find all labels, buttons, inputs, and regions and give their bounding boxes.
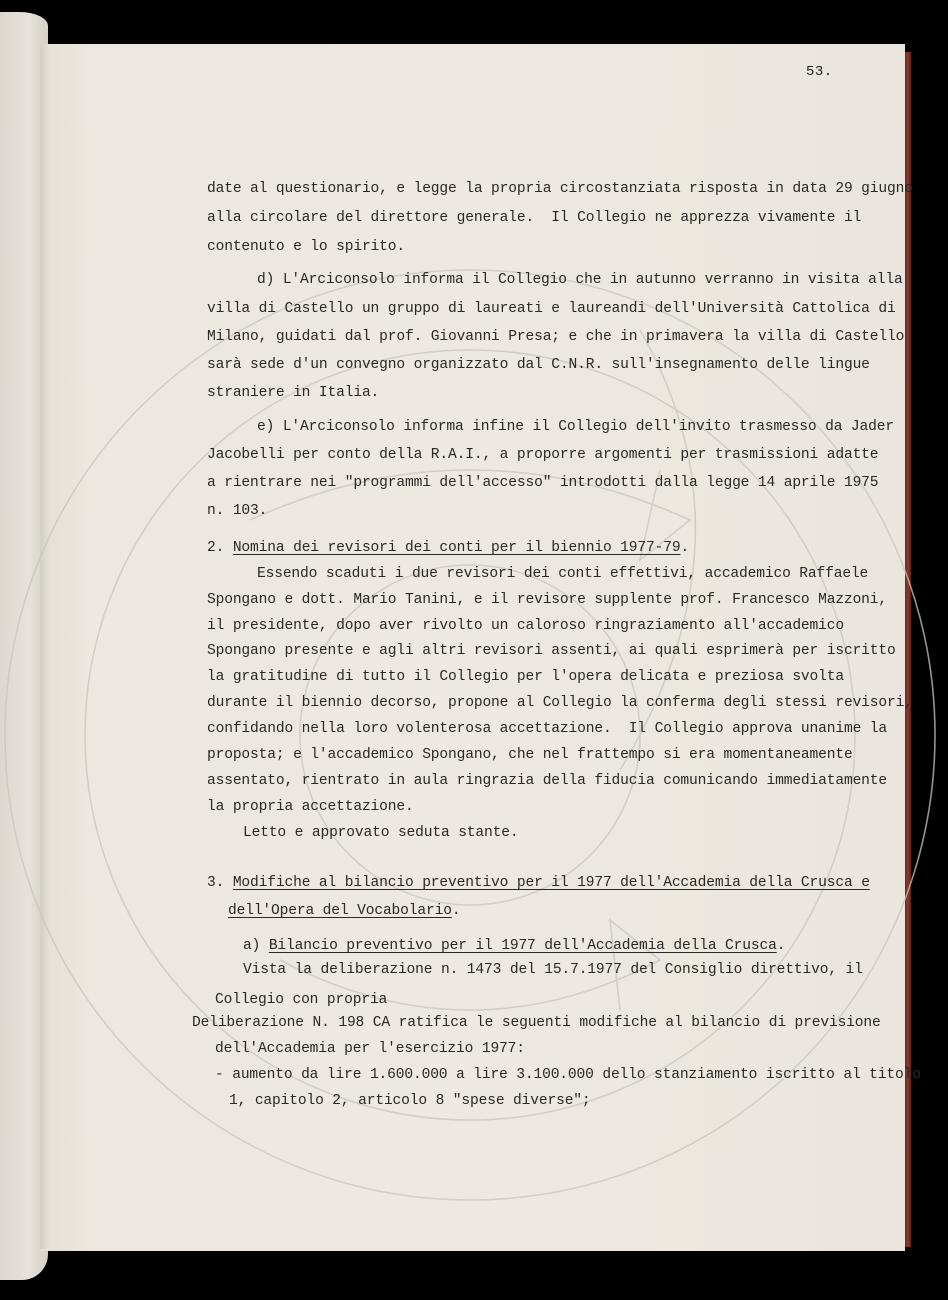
text-line: la propria accettazione.	[207, 799, 414, 815]
text-line: contenuto e lo spirito.	[207, 239, 405, 255]
text-line: n. 103.	[207, 503, 268, 519]
section-heading-3: 3. Modifiche al bilancio preventivo per il 1977 dell'Accademia della Crusca e	[207, 875, 870, 891]
text-line: Deliberazione N. 198 CA ratifica le seguenti modifiche al bilancio di previsione	[192, 1015, 881, 1031]
text-line: dell'Accademia per l'esercizio 1977:	[215, 1041, 525, 1057]
text-line: - aumento da lire 1.600.000 a lire 3.100.000 dello stanziamento iscritto al titolo	[215, 1067, 921, 1083]
text-line: Spongano e dott. Mario Tanini, e il revisore supplente prof. Francesco Mazzoni,	[207, 592, 888, 608]
text-line: durante il biennio decorso, propone al Collegio la conferma degli stessi revisori,	[207, 695, 913, 711]
text-line: Letto e approvato seduta stante.	[243, 825, 519, 841]
text-line: il presidente, dopo aver rivolto un caloroso ringraziamento all'accademico	[207, 618, 844, 634]
underlined-heading: Modifiche al bilancio preventivo per il 1977 dell'Accademia della Crusca e	[232, 875, 870, 891]
subsection-heading-a: a) Bilancio preventivo per il 1977 dell'Accademia della Crusca.	[243, 938, 786, 954]
text-line: date al questionario, e legge la propria circostanziata risposta in data 29 giugno	[207, 181, 913, 197]
text-line: la gratitudine di tutto il Collegio per l'opera delicata e preziosa svolta	[207, 669, 844, 685]
text-line: Spongano presente e agli altri revisori assenti, ai quali esprimerà per iscritto	[207, 643, 896, 659]
text-line: sarà sede d'un convegno organizzato dal C.N.R. sull'insegnamento delle lingue	[207, 357, 870, 373]
text-line: confidando nella loro volenterosa accettazione. Il Collegio approva unanime la	[207, 721, 888, 737]
gutter-shadow	[40, 44, 50, 1249]
text-line: villa di Castello un gruppo di laureati e laureandi dell'Università Cattolica di	[207, 301, 896, 317]
text-line: Essendo scaduti i due revisori dei conti effettivi, accademico Raffaele	[257, 566, 869, 582]
text-line: Collegio con propria	[215, 992, 388, 1008]
text-line: Milano, guidati dal prof. Giovanni Presa; e che in primavera la villa di Castello	[207, 329, 905, 345]
text-line: alla circolare del direttore generale. Il Collegio ne apprezza vivamente il	[207, 210, 862, 226]
text-line: Vista la deliberazione n. 1473 del 15.7.1977 del Consiglio direttivo, il	[243, 962, 863, 978]
section-heading-2: 2. Nomina dei revisori dei conti per il biennio 1977-79.	[207, 540, 690, 556]
underlined-heading: Nomina dei revisori dei conti per il biennio 1977-79	[232, 540, 681, 556]
text-line: Jacobelli per conto della R.A.I., a proporre argomenti per trasmissioni adatte	[207, 447, 879, 463]
underlined-heading: Bilancio preventivo per il 1977 dell'Accademia della Crusca	[268, 938, 777, 954]
page-number: 53.	[806, 64, 833, 80]
section-heading-3-cont: dell'Opera del Vocabolario.	[228, 903, 461, 919]
text-line: proposta; e l'accademico Spongano, che nel frattempo si era momentaneamente	[207, 747, 853, 763]
text-line: e) L'Arciconsolo informa infine il Collegio dell'invito trasmesso da Jader	[257, 419, 894, 435]
text-line: a rientrare nei "programmi dell'accesso" introdotti dalla legge 14 aprile 1975	[207, 475, 879, 491]
text-line: d) L'Arciconsolo informa il Collegio che in autunno verranno in visita alla	[257, 272, 903, 288]
text-line: straniere in Italia.	[207, 385, 380, 401]
text-line: 1, capitolo 2, articolo 8 "spese diverse";	[229, 1093, 591, 1109]
underlined-heading: dell'Opera del Vocabolario	[228, 903, 452, 919]
text-line: assentato, rientrato in aula ringrazia della fiducia comunicando immediatamente	[207, 773, 888, 789]
